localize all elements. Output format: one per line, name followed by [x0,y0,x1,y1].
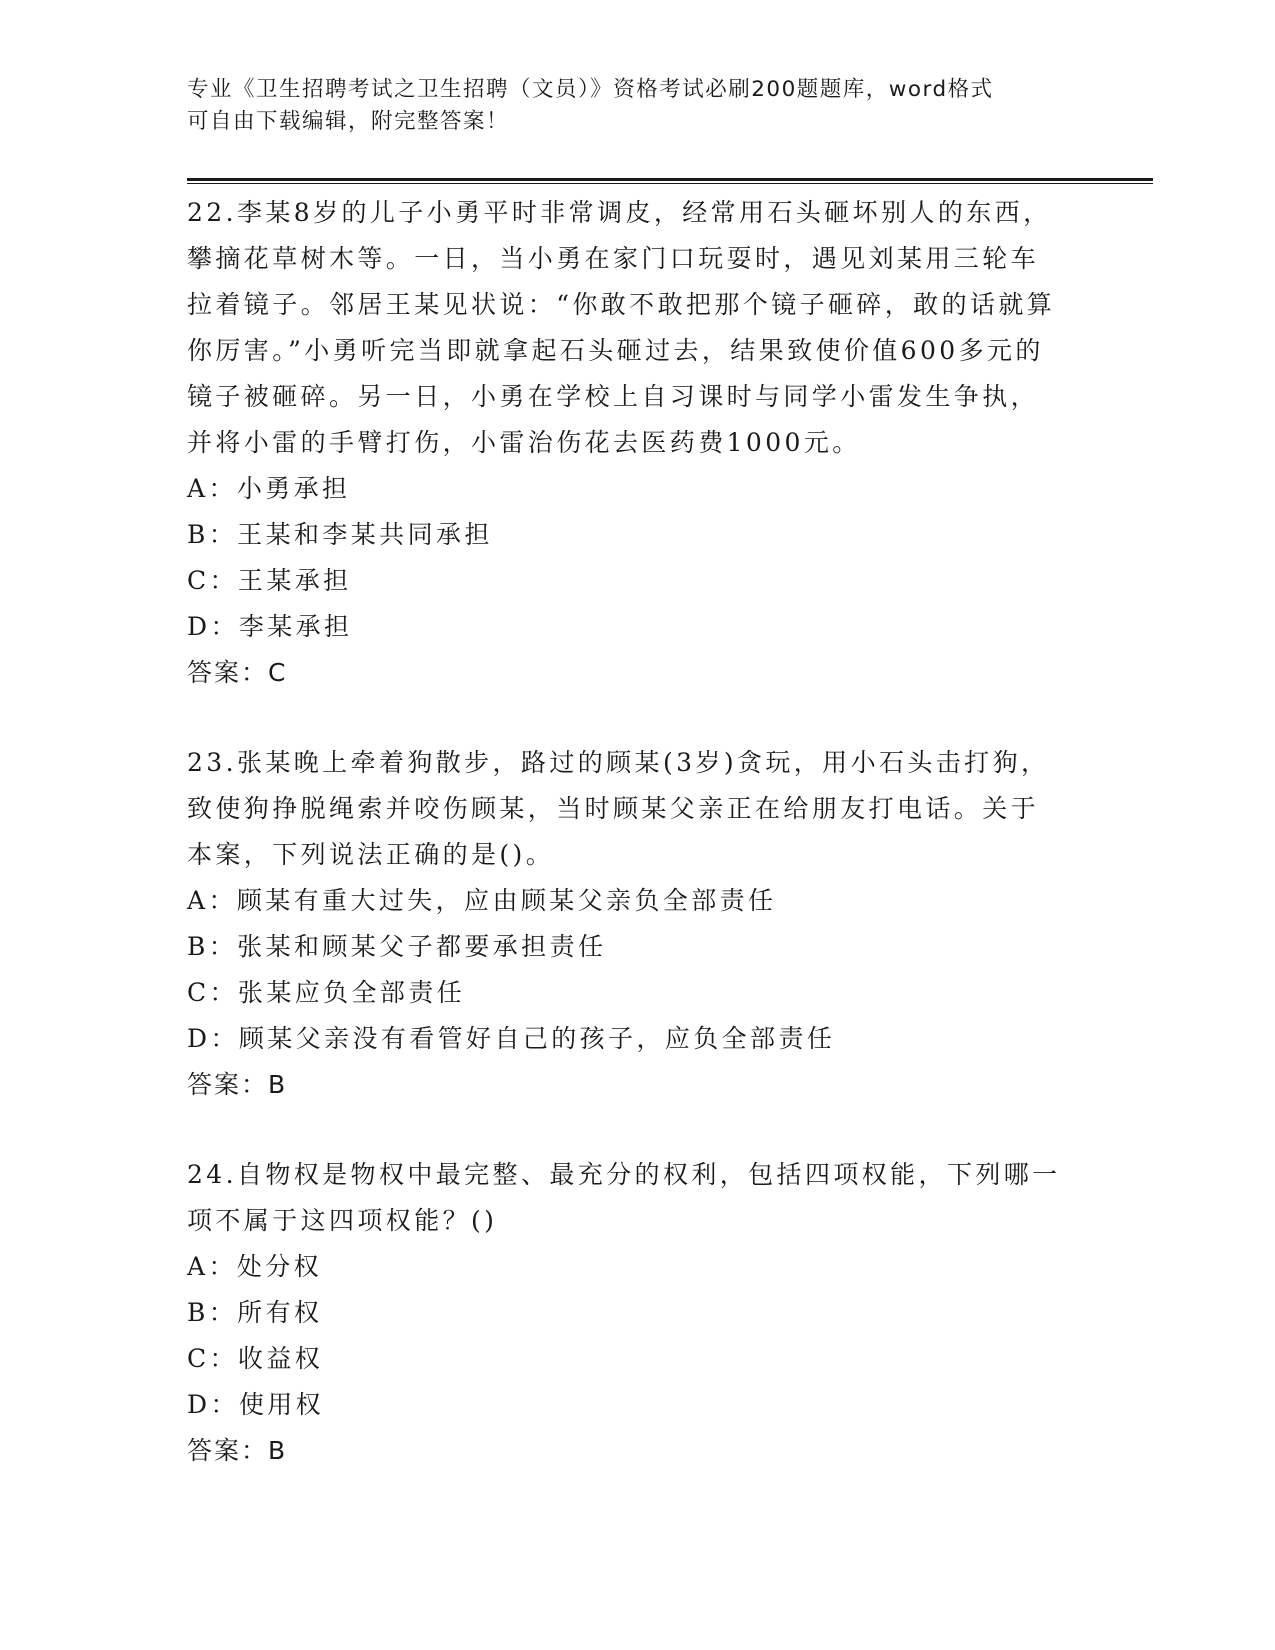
option-d: D：使用权 [187,1390,325,1419]
question-list [187,190,1067,1474]
question-stem: 24.自物权是物权中最完整、最充分的权利，包括四项权能，下列哪一项不属于这四项权能？() [187,1160,1061,1235]
option-b: B：所有权 [187,1298,323,1327]
option-b: B：张某和顾某父子都要承担责任 [187,932,607,961]
option-d: D：李某承担 [187,612,353,641]
option-a: A：处分权 [187,1252,323,1281]
header-line-2: 可自由下载编辑，附完整答案！ [187,109,510,134]
question-stem: 23.张某晚上牵着狗散步，路过的顾某(3岁)贪玩，用小石头击打狗，致使狗挣脱绳索并咬伤顾某，当时顾某父亲正在给朋友打电话。关于本案，下列说法正确的是()。 [187,748,1050,869]
question-spacer [187,696,1067,740]
option-d: D：顾某父亲没有看管好自己的孩子，应负全部责任 [187,1024,836,1053]
option-c: C：收益权 [187,1344,324,1373]
question-spacer [187,1108,1067,1152]
answer-label: 答案：B [187,1070,288,1099]
document-header [187,74,1087,138]
header-line-1: 专业《卫生招聘考试之卫生招聘（文员）》资格考试必刷200题题库，word格式 [187,77,994,102]
question-23 [187,740,1067,1108]
header-divider-thin [187,183,1153,184]
answer-label: 答案：C [187,658,288,687]
option-b: B：王某和李某共同承担 [187,520,493,549]
question-stem: 22.李某8岁的儿子小勇平时非常调皮，经常用石头砸坏别人的东西，攀摘花草树木等。一日，当小勇在家门口玩耍时，遇见刘某用三轮车拉着镜子。邻居王某见状说：“你敢不敢把那个镜子砸碎，敢的话就算你厉害。”小勇听完当即就拿起石头砸过去，结果致使价值600多元的镜子被砸碎。另一日，小勇在学校上自习课时与同学小雷发生争执，并将小雷的手臂打伤，小雷治伤花去医药费1000元。 [187,198,1056,457]
header-divider-thick [187,178,1153,181]
option-c: C：王某承担 [187,566,352,595]
option-c: C：张某应负全部责任 [187,978,466,1007]
question-24 [187,1152,1067,1474]
answer-label: 答案：B [187,1436,288,1465]
question-22 [187,190,1067,696]
option-a: A：小勇承担 [187,474,351,503]
option-a: A：顾某有重大过失，应由顾某父亲负全部责任 [187,886,777,915]
